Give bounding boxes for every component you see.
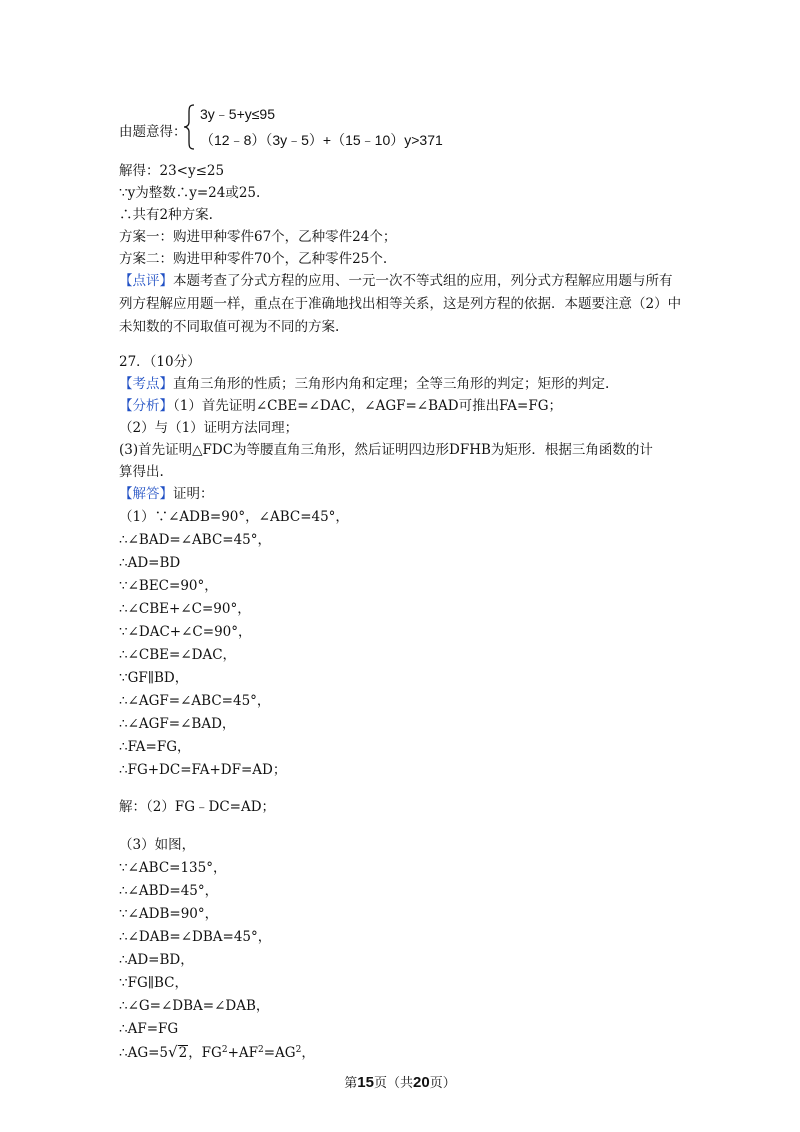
proof-line: （1）∵∠ADB=90°，∠ABC=45°，	[119, 509, 349, 525]
proof-line: ∵∠DAC+∠C=90°，	[119, 624, 252, 640]
solution-line: ∴共有2种方案.	[119, 207, 213, 223]
footer-pre: 第	[344, 1076, 358, 1091]
proof-line: ∴∠CBE+∠C=90°，	[119, 601, 251, 617]
proof-line: ∵GF∥BD，	[119, 670, 189, 686]
review-text: 本题考查了分式方程的应用、一元一次不等式组的应用，列分式方程解应用题与所有	[173, 273, 673, 289]
system-equation-2: （12﹣8）（3y﹣5）+（15﹣10）y>371	[200, 132, 443, 148]
review-line-1	[119, 271, 673, 291]
solution-line: 方案一：购进甲种零件67个，乙种零件24个；	[119, 229, 397, 245]
system-label: 由题意得：	[119, 124, 187, 140]
proof3-line: ∴∠ABD=45°，	[119, 883, 219, 899]
proof3-line: ∵FG∥BC，	[119, 975, 188, 991]
solution-line: 方案二：购进甲种零件70个，乙种零件25个.	[119, 251, 388, 267]
fenxi-line-4: 算得出.	[119, 464, 164, 480]
solution-line: 解得：23<y≤25	[119, 163, 225, 179]
review-line-2: 列方程解应用题一样，重点在于准确地找出相等关系，这是列方程的依据．本题要注意（2）中	[119, 296, 682, 312]
left-brace-icon	[182, 104, 196, 150]
proof3-line: ∴AF=FG	[119, 1021, 179, 1037]
proof3-final-line	[119, 1042, 315, 1063]
page-footer	[0, 1072, 800, 1091]
proof3-line: ∴∠DAB=∠DBA=45°，	[119, 929, 272, 945]
proof3-line: （3）如图，	[119, 837, 196, 853]
sqrt-icon: √	[168, 1043, 178, 1061]
proof3-line: ∵∠ABC=135°，	[119, 860, 227, 876]
part2-answer: 解：（2）FG﹣DC=AD；	[119, 799, 276, 815]
proof-line: ∴∠CBE=∠DAC，	[119, 647, 237, 663]
proof-line: ∴∠AGF=∠ABC=45°，	[119, 693, 271, 709]
proof-line: ∴AD=BD	[119, 555, 181, 571]
review-line-3: 未知数的不同取值可视为不同的方案.	[119, 319, 340, 335]
fenxi-line-2: （2）与（1）证明方法同理；	[119, 420, 299, 436]
proof-line: ∴FG+DC=FA+DF=AD；	[119, 762, 287, 778]
radicand: 2	[178, 1045, 188, 1061]
fenxi-line-3: (3)首先证明△FDC为等腰直角三角形，然后证明四边形DFHB为矩形．根据三角函数的计	[119, 442, 653, 458]
final-post-2: +AF	[227, 1045, 259, 1061]
jieda-line	[119, 484, 214, 504]
superscript: 2	[295, 1045, 302, 1055]
proof-line: ∴∠BAD=∠ABC=45°，	[119, 532, 272, 548]
solution-line: ∵y为整数∴y=24或25.	[119, 185, 261, 201]
final-post-3: =AG	[263, 1045, 296, 1061]
proof3-line: ∴AD=BD，	[119, 952, 194, 968]
proof3-line: ∴∠G=∠DBA=∠DAB，	[119, 998, 270, 1014]
kaodian-text: 直角三角形的性质；三角形内角和定理；全等三角形的判定；矩形的判定.	[173, 376, 610, 392]
question-number: 27．（10分）	[119, 354, 201, 370]
footer-page-number: 15	[357, 1074, 374, 1091]
footer-post: 页）	[429, 1076, 456, 1091]
footer-mid: 页（共	[373, 1076, 413, 1091]
proof-line: ∴FA=FG，	[119, 739, 191, 755]
proof-line: ∴∠AGF=∠BAD，	[119, 716, 236, 732]
kaodian-tag: 【考点】	[119, 376, 173, 392]
review-tag: 【点评】	[119, 273, 173, 289]
final-post-1: ，FG	[188, 1045, 222, 1061]
fenxi-text: （1）首先证明∠CBE=∠DAC，∠AGF=∠BAD可推出FA=FG；	[173, 398, 563, 414]
proof-line: ∵∠BEC=90°，	[119, 578, 218, 594]
superscript: 2	[258, 1045, 264, 1055]
superscript: 2	[221, 1045, 228, 1055]
jieda-text: 证明：	[173, 486, 214, 502]
kaodian-line	[119, 374, 609, 394]
final-post-4: ，	[301, 1045, 315, 1061]
fenxi-line	[119, 396, 562, 416]
jieda-tag: 【解答】	[119, 486, 173, 502]
final-pre: ∴AG=5	[119, 1045, 169, 1061]
system-equation-1: 3y﹣5+y≤95	[200, 106, 276, 122]
fenxi-tag: 【分析】	[119, 398, 173, 414]
footer-total-pages: 20	[413, 1074, 430, 1091]
proof3-line: ∵∠ADB=90°，	[119, 906, 219, 922]
